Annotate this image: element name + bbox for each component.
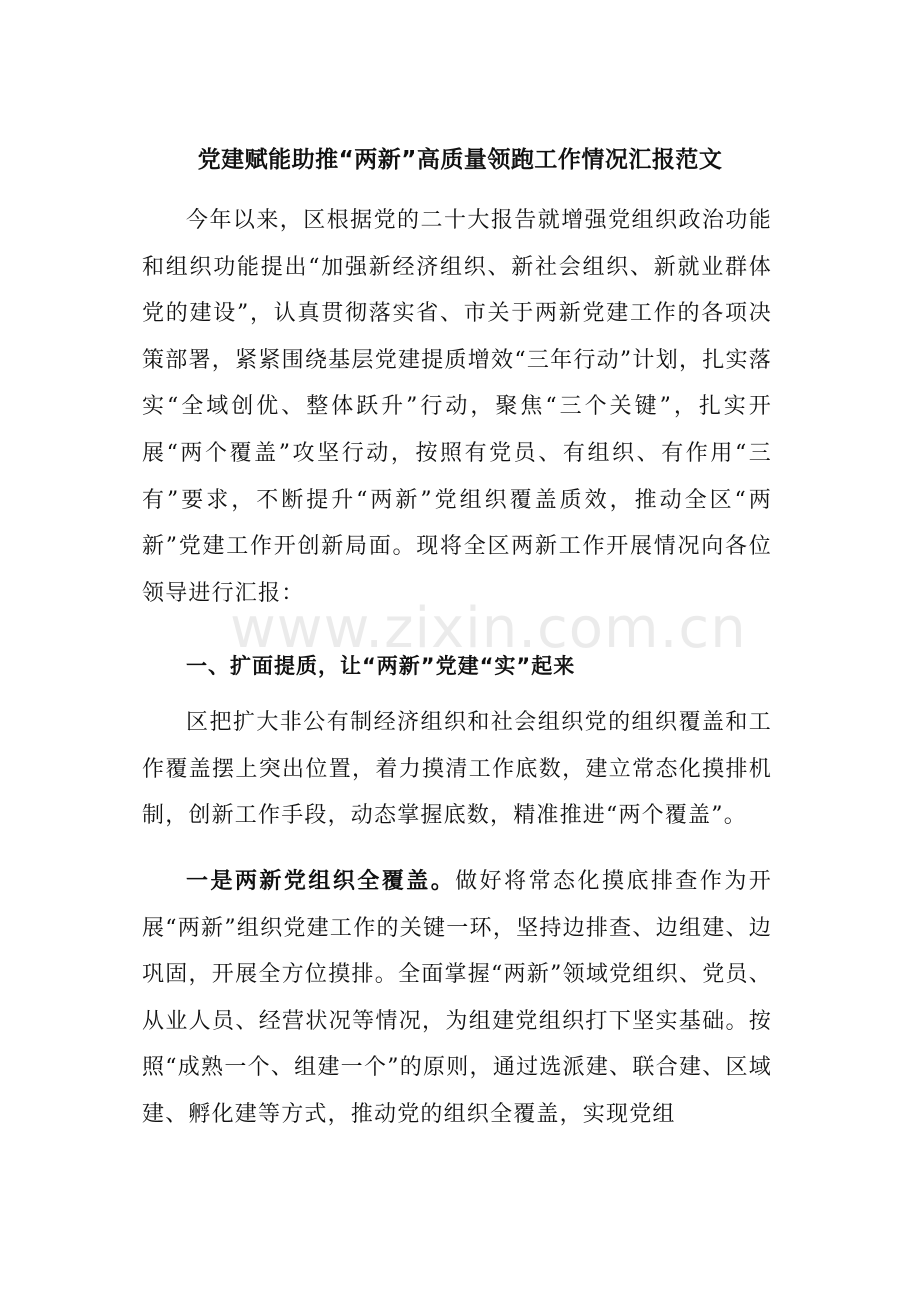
point-1-text: 做好将常态化摸底排查作为开展“两新”组织党建工作的关键一环，坚持边排查、边组建、边巩固，开展全方位摸排。全面掌握“两新”领域党组织、党员、从业人员、经营状况等情况，为组建党组织打下坚实基础。按照“成熟一个、组建一个”的原则，通过选派建、联合建、区域建、孵化建等方式，推动党的组织全覆盖，实现党组 [142,869,773,1127]
section-1-paragraph: 区把扩大非公有制经济组织和社会组织党的组织覆盖和工作覆盖摆上突出位置，着力摸清工作底数，建立常态化摸排机制，创新工作手段，动态掌握底数，精准推进“两个覆盖”。 [142,710,772,829]
intro-paragraph: 今年以来，区根据党的二十大报告就增强党组织政治功能和组织功能提出“加强新经济组织、新社会组织、新就业群体党的建设”，认真贯彻落实省、市关于两新党建工作的各项决策部署，紧紧围绕基层党建提质增效“三年行动”计划，扎实落实“全域创优、整体跃升”行动，聚焦“三个关键”，扎实开展“两个覆盖”攻坚行动，按照有党员、有组织、有作用“三有”要求，不断提升“两新”党组织覆盖质效，推动全区“两新”党建工作开创新局面。现将全区两新工作开展情况向各位领导进行汇报： [142,208,772,606]
document-title: 党建赋能助推“两新”高质量领跑工作情况汇报范文 [197,147,723,173]
section-1-heading: 一、扩面提质，让“两新”党建“实”起来 [186,654,576,678]
watermark: www.zixin.com.cn [230,596,747,661]
point-1-lead: 一是两新党组织全覆盖。 [186,868,456,894]
point-1-paragraph [142,858,772,1139]
